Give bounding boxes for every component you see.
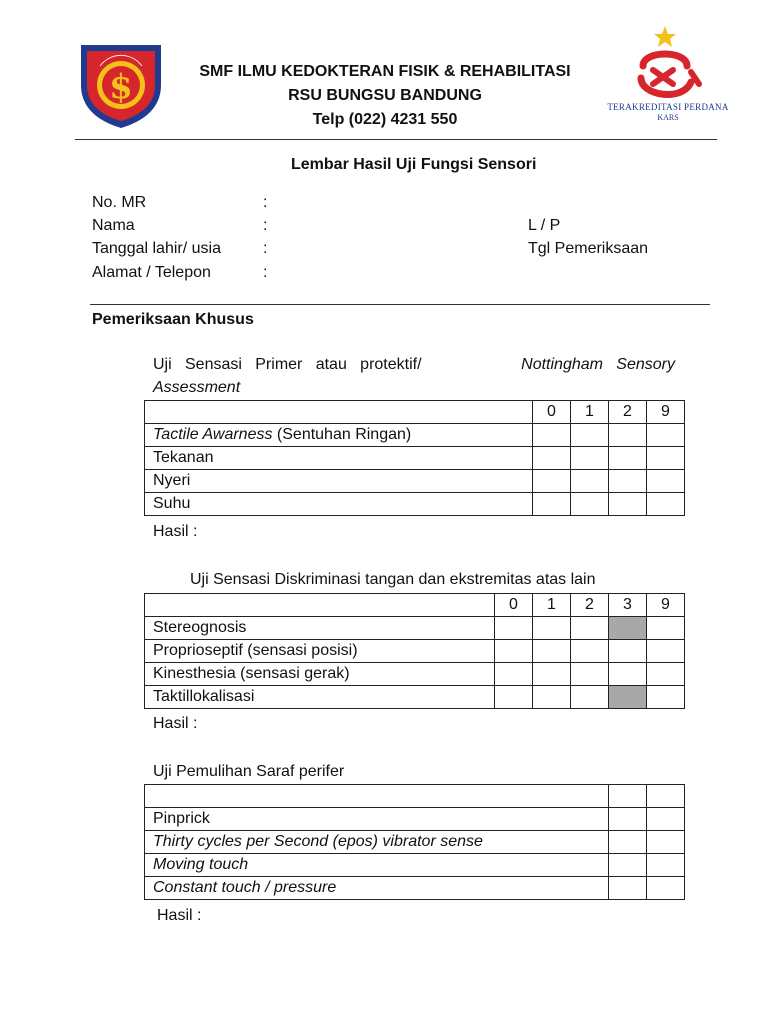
score-cell[interactable] [647, 663, 685, 686]
score-header: 9 [647, 594, 685, 617]
table-row [145, 617, 685, 640]
row-label: Constant touch / pressure [145, 877, 609, 900]
table-row [145, 877, 685, 900]
score-cell[interactable] [647, 470, 685, 493]
field-label-mr: No. MR [92, 194, 147, 211]
field-label-address: Alamat / Telepon [92, 264, 211, 281]
score-header: 0 [533, 401, 571, 424]
score-cell[interactable] [571, 447, 609, 470]
header-institution: SMF ILMU KEDOKTERAN FISIK & REHABILITASI [199, 63, 571, 80]
score-cell[interactable] [647, 854, 685, 877]
score-cell[interactable] [571, 663, 609, 686]
score-cell[interactable] [495, 686, 533, 709]
score-cell[interactable] [647, 424, 685, 447]
row-label: Nyeri [145, 470, 533, 493]
kars-caption: TERAKREDITASI PERDANA [607, 102, 729, 112]
table-row [145, 424, 685, 447]
score-cell[interactable] [609, 808, 647, 831]
test1-table [144, 400, 685, 516]
score-header: 0 [495, 594, 533, 617]
score-cell[interactable] [609, 640, 647, 663]
test1-title-line2: Assessment [153, 379, 241, 396]
score-cell[interactable] [647, 493, 685, 516]
score-cell[interactable] [495, 663, 533, 686]
score-cell[interactable] [533, 663, 571, 686]
score-cell[interactable] [495, 640, 533, 663]
score-cell[interactable] [647, 831, 685, 854]
score-cell[interactable] [571, 470, 609, 493]
table-row [145, 470, 685, 493]
score-cell[interactable] [571, 617, 609, 640]
row-label: Suhu [145, 493, 533, 516]
test2-table [144, 593, 685, 709]
row-label: Tekanan [145, 447, 533, 470]
table-header-blank [145, 785, 609, 808]
score-cell[interactable] [647, 686, 685, 709]
table-row [145, 640, 685, 663]
score-header: 1 [533, 594, 571, 617]
score-cell[interactable] [571, 424, 609, 447]
score-cell[interactable] [609, 470, 647, 493]
score-cell[interactable] [533, 686, 571, 709]
shaded-cell [609, 617, 647, 640]
score-header: 9 [647, 401, 685, 424]
score-cell[interactable] [495, 617, 533, 640]
score-cell[interactable] [647, 785, 685, 808]
header-hospital: RSU BUNGSU BANDUNG [288, 87, 482, 104]
section-title: Pemeriksaan Khusus [92, 311, 254, 328]
score-cell[interactable] [647, 447, 685, 470]
score-cell[interactable] [533, 617, 571, 640]
field-label-birth: Tanggal lahir/ usia [92, 240, 221, 257]
field-label-nama: Nama [92, 217, 135, 234]
table-row [145, 854, 685, 877]
row-label: Kinesthesia (sensasi gerak) [145, 663, 495, 686]
test3-result: Hasil : [157, 907, 202, 924]
score-cell[interactable] [533, 447, 571, 470]
score-cell[interactable] [533, 640, 571, 663]
gender-field: L / P [528, 217, 561, 234]
header-divider [75, 139, 717, 140]
score-cell[interactable] [533, 493, 571, 516]
score-cell[interactable] [647, 808, 685, 831]
score-cell[interactable] [609, 785, 647, 808]
table-row [145, 686, 685, 709]
score-header: 1 [571, 401, 609, 424]
kars-caption-sub: KARS [657, 113, 679, 122]
score-header: 3 [609, 594, 647, 617]
score-cell[interactable] [647, 617, 685, 640]
score-cell[interactable] [571, 686, 609, 709]
row-label: Stereognosis [145, 617, 495, 640]
test2-title: Uji Sensasi Diskriminasi tangan dan ekstremitas atas lain [190, 571, 596, 588]
table-header-blank [145, 401, 533, 424]
test1-title-text: Uji Sensasi Primer atau protektif/ [153, 356, 422, 373]
score-cell[interactable] [609, 877, 647, 900]
fields-divider [90, 304, 710, 305]
row-label-italic: Tactile Awarness [153, 426, 273, 443]
row-label: Pinprick [145, 808, 609, 831]
table-row [145, 831, 685, 854]
score-cell[interactable] [533, 424, 571, 447]
score-cell[interactable] [609, 663, 647, 686]
row-label: Moving touch [145, 854, 609, 877]
row-label: Proprioseptif (sensasi posisi) [145, 640, 495, 663]
row-label: Thirty cycles per Second (epos) vibrator sense [145, 831, 609, 854]
score-cell[interactable] [609, 493, 647, 516]
score-cell[interactable] [533, 470, 571, 493]
score-header: 2 [609, 401, 647, 424]
header-phone: Telp (022) 4231 550 [312, 111, 458, 128]
test1-title-italic: Nottingham Sensory [521, 356, 675, 373]
test3-title: Uji Pemulihan Saraf perifer [153, 763, 345, 780]
score-cell[interactable] [647, 640, 685, 663]
shield-logo-text: YAYASAN PELAYANAN KESEHATAN BALA KESELAMATAN [121, 128, 149, 129]
score-cell[interactable] [647, 877, 685, 900]
test2-result: Hasil : [153, 715, 198, 732]
test1-title [153, 356, 675, 374]
field-colon: : [263, 194, 268, 211]
table-row [145, 447, 685, 470]
table-header-blank [145, 594, 495, 617]
table-row [145, 663, 685, 686]
test1-result: Hasil : [153, 523, 198, 540]
row-label: (Sentuhan Ringan) [272, 426, 412, 443]
score-cell[interactable] [609, 424, 647, 447]
score-cell[interactable] [609, 447, 647, 470]
field-colon: : [263, 240, 268, 257]
exam-date-field: Tgl Pemeriksaan [528, 240, 649, 257]
test3-table [144, 784, 685, 900]
score-cell[interactable] [571, 493, 609, 516]
field-colon: : [263, 217, 268, 234]
svg-text:$: $ [109, 67, 133, 107]
row-label: Taktillokalisasi [145, 686, 495, 709]
score-cell[interactable] [571, 640, 609, 663]
field-colon: : [263, 264, 268, 281]
shaded-cell [609, 686, 647, 709]
score-cell[interactable] [609, 854, 647, 877]
table-row [145, 808, 685, 831]
table-row [145, 493, 685, 516]
score-header: 2 [571, 594, 609, 617]
score-cell[interactable] [609, 831, 647, 854]
form-title: Lembar Hasil Uji Fungsi Sensori [291, 156, 537, 173]
